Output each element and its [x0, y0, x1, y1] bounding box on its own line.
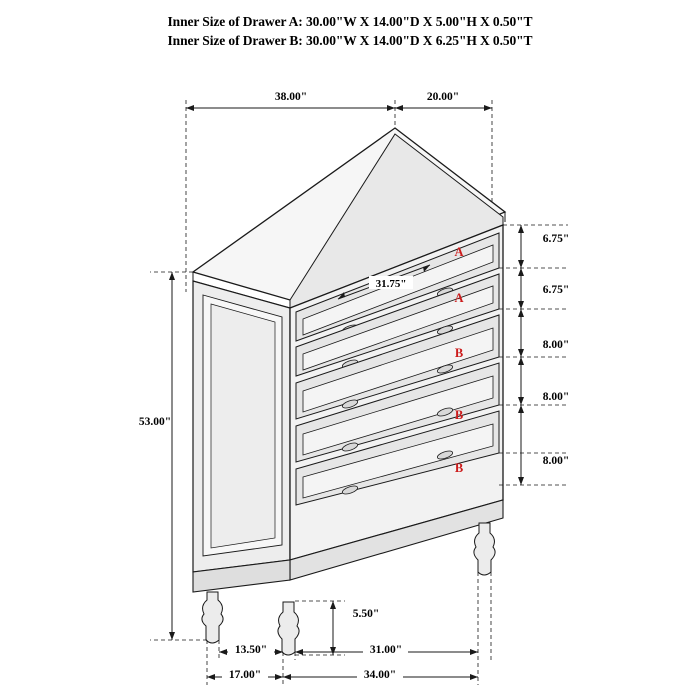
dim-drawer-height-5: 8.00" [542, 455, 570, 467]
drawer-marker-2: A [454, 291, 464, 305]
leg-height-dimension [295, 601, 345, 655]
drawer-b-inner-size-text: Inner Size of Drawer B: 30.00"W X 14.00"D X 6.25"H X 0.50"T [167, 33, 533, 48]
chest-side-panel [193, 281, 290, 572]
dim-total-height: 53.00" [138, 416, 172, 428]
leg-front-left [202, 592, 223, 643]
dim-drawer-height-3: 8.00" [542, 339, 570, 351]
dim-foot-front-width: 34.00" [363, 669, 397, 681]
dim-drawer-height-4: 8.00" [542, 391, 570, 403]
dim-leg-height: 5.50" [352, 608, 380, 620]
dim-drawer-height-1: 6.75" [542, 233, 570, 245]
dim-drawer-height-2: 6.75" [542, 284, 570, 296]
dim-top-width-front: 38.00" [274, 91, 308, 103]
leg-center-front [278, 602, 299, 655]
drawer-marker-3: B [454, 346, 464, 360]
right-dimension-group [499, 225, 568, 485]
dim-base-front-width: 31.00" [369, 644, 403, 656]
dim-foot-side-depth: 17.00" [228, 669, 262, 681]
drawer-marker-4: B [454, 408, 464, 422]
dim-base-side-depth: 13.50" [234, 644, 268, 656]
drawer-marker-1: A [454, 245, 464, 259]
leg-right-front [474, 523, 495, 575]
dim-top-width-side: 20.00" [426, 91, 460, 103]
dim-drawer-face-width: 31.75" [375, 278, 407, 290]
drawer-marker-5: B [454, 461, 464, 475]
drawer-a-inner-size-text: Inner Size of Drawer A: 30.00"W X 14.00"D X 5.00"H X 0.50"T [167, 14, 533, 29]
